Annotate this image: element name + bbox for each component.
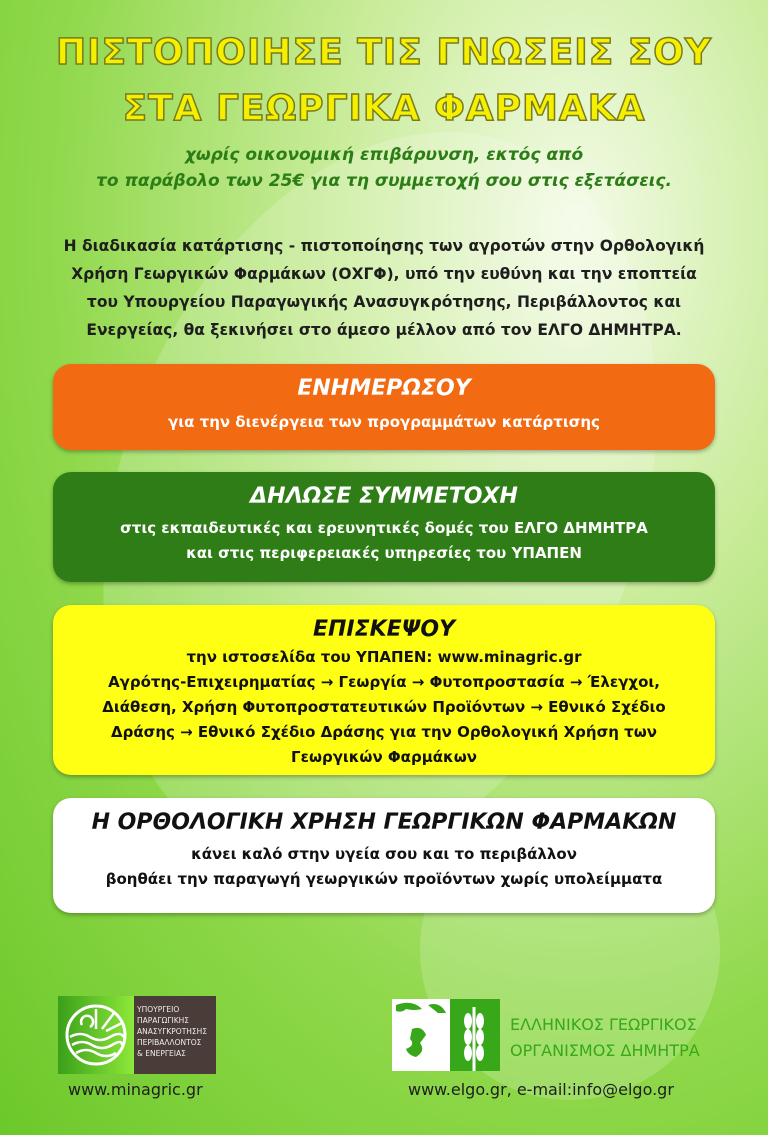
ministry-logo-text: ΠΕΡΙΒΑΛΛΟΝΤΟΣ — [137, 1038, 202, 1047]
sun-sea-emblem-icon — [58, 996, 134, 1074]
elgo-name-line: ΕΛΛΗΝΙΚΟΣ ΓΕΩΡΓΙΚΟΣ — [510, 1015, 697, 1034]
subtitle-line-1: χωρίς οικονομική επιβάρυνση, εκτός από — [184, 145, 584, 165]
box-line: και στις περιφερειακές υπηρεσίες του ΥΠΑΠΕΝ — [186, 544, 582, 562]
box-title: Η ΟΡΘΟΛΟΓΙΚΗ ΧΡΗΣΗ ΓΕΩΡΓΙΚΩΝ ΦΑΡΜΑΚΩΝ — [91, 810, 677, 835]
ministry-logo-text: ΥΠΟΥΡΓΕΙΟ — [137, 1005, 180, 1014]
info-box-orthologiki-xrisi — [53, 798, 715, 913]
ministry-logo-text: ΠΑΡΑΓΩΓΙΚΗΣ — [137, 1016, 190, 1025]
box-title: ΕΝΗΜΕΡΩΣΟΥ — [297, 376, 471, 401]
box-line: στις εκπαιδευτικές και ερευνητικές δομές του ΕΛΓΟ ΔΗΜΗΤΡΑ — [120, 519, 648, 537]
ministry-url-link[interactable]: www.minagric.gr — [68, 1080, 203, 1099]
elgo-demeter-logo-icon — [392, 999, 500, 1071]
box-line: Αγρότης-Επιχειρηματίας → Γεωργία → Φυτοπροστασία → Έλεγχοι, — [108, 673, 660, 691]
info-box-episkepsou — [53, 605, 715, 775]
intro-line: Χρήση Γεωργικών Φαρμάκων (ΟΧΓΦ), υπό την ευθύνη και την εποπτεία — [71, 265, 697, 283]
ministry-logo-text: ΑΝΑΣΥΓΚΡΟΤΗΣΗΣ — [137, 1027, 208, 1036]
intro-paragraph — [40, 232, 728, 344]
intro-line: Η διαδικασία κατάρτισης - πιστοποίησης των αγροτών στην Ορθολογική — [63, 237, 705, 255]
info-box-enimerosou — [53, 364, 715, 450]
box-line: κάνει καλό στην υγεία σου και το περιβάλλον — [191, 845, 577, 863]
title-line-2: ΣΤΑ ΓΕΩΡΓΙΚΑ ΦΑΡΜΑΚΑ — [122, 88, 646, 129]
intro-line: του Υπουργείου Παραγωγικής Ανασυγκρότησης, Περιβάλλοντος και — [86, 293, 682, 311]
box-line: την ιστοσελίδα του ΥΠΑΠΕΝ: www.minagric.gr — [186, 648, 582, 666]
elgo-name — [510, 1012, 700, 1064]
title-line-1: ΠΙΣΤΟΠΟΙΗΣΕ ΤΙΣ ΓΝΩΣΕΙΣ ΣΟΥ — [56, 32, 712, 73]
ministry-logo — [58, 996, 216, 1074]
box-line: για την διενέργεια των προγραμμάτων κατάρτισης — [168, 413, 600, 431]
box-line: Διάθεση, Χρήση Φυτοπροστατευτικών Προϊόντων → Εθνικό Σχέδιο — [102, 698, 666, 716]
box-title: ΔΗΛΩΣΕ ΣΥΜΜΕΤΟΧΗ — [250, 484, 518, 509]
intro-line: Ενεργείας, θα ξεκινήσει στο άμεσο μέλλον από τον ΕΛΓΟ ΔΗΜΗΤΡΑ. — [86, 321, 682, 339]
ministry-logo-text: & ΕΝΕΡΓΕΙΑΣ — [137, 1049, 186, 1058]
box-line: βοηθάει την παραγωγή γεωργικών προϊόντων χωρίς υπολείμματα — [105, 870, 663, 888]
elgo-name-line: ΟΡΓΑΝΙΣΜΟΣ ΔΗΜΗΤΡΑ — [510, 1041, 700, 1060]
elgo-contact-link[interactable]: www.elgo.gr, e-mail:info@elgo.gr — [408, 1080, 674, 1099]
box-line: Δράσης → Εθνικό Σχέδιο Δράσης για την Ορθολογική Χρήση των — [111, 723, 657, 741]
info-box-dilose-symmetoxi — [53, 472, 715, 582]
box-title: ΕΠΙΣΚΕΨΟΥ — [312, 617, 456, 642]
box-line: Γεωργικών Φαρμάκων — [291, 748, 477, 766]
subtitle-line-2: το παράβολο των 25€ για τη συμμετοχή σου στις εξετάσεις. — [96, 171, 672, 191]
